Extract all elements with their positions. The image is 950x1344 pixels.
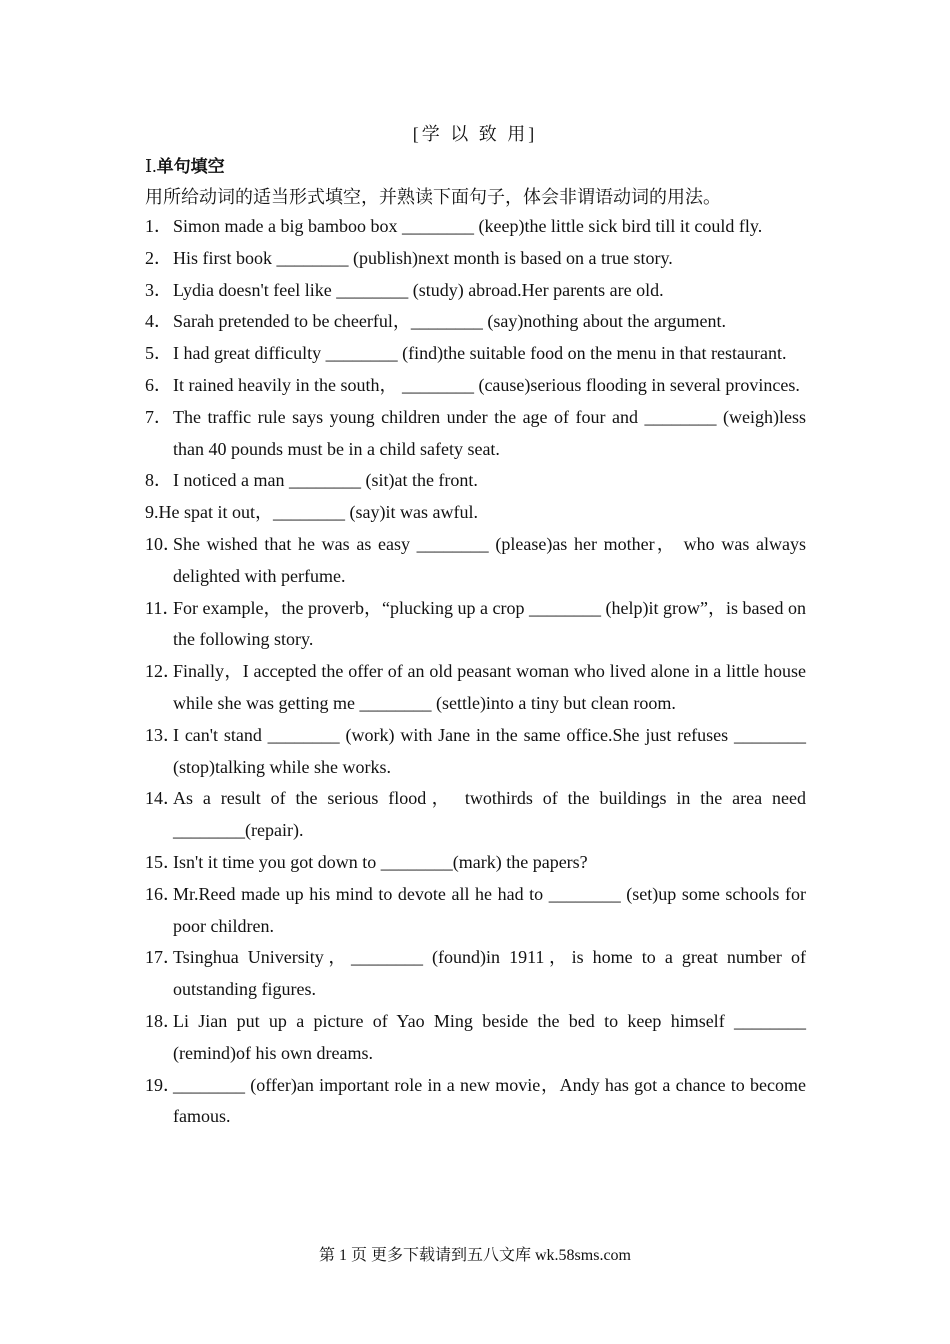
item-number: 18． [145,1010,181,1031]
item-text: For example，the proverb，“plucking up a crop ________ (help)it grow”，is based on the following story. [173,597,806,650]
item-number: 2． [145,247,172,268]
exercise-item [145,529,806,593]
exercise-item [145,370,806,402]
exercise-item [145,656,806,720]
exercise-item [145,497,806,529]
item-text: It rained heavily in the south， ________ (cause)serious flooding in several provinces. [173,374,800,395]
item-text: The traffic rule says young children under the age of four and ________ (weigh)less than 40 pounds must be in a child safety seat. [173,406,806,459]
section-title: 单句填空 [156,157,225,177]
item-number: 4． [145,311,172,332]
exercise-item [145,402,806,466]
item-text: Tsinghua University，________ (found)in 1911，is home to a great number of outstanding figures. [173,947,806,1000]
item-number: 3． [145,279,172,300]
item-number: 13． [145,724,181,745]
item-number: 14． [145,788,181,809]
exercise-item [145,1070,806,1134]
section-heading [145,153,225,180]
item-number: 19． [145,1074,181,1095]
exercise-item [145,1006,806,1070]
item-number: 1． [145,216,172,236]
item-text: Finally，I accepted the offer of an old peasant woman who lived alone in a little house while she was getting me ________ (settle)into a tiny but clean room. [173,661,806,713]
exercise-item [145,275,806,307]
item-text: Isn't it time you got down to ________(mark) the papers? [173,851,588,872]
exercise-item [145,942,806,1006]
section-number: Ⅰ. [145,156,157,176]
exercise-item [145,243,806,275]
item-text: Lydia doesn't feel like ________ (study) abroad.Her parents are old. [173,279,664,300]
exercise-item [145,338,806,370]
item-text: Mr.Reed made up his mind to devote all he had to ________ (set)up some schools for poor children. [173,883,806,936]
item-text: ________ (offer)an important role in a new movie，Andy has got a chance to become famous. [173,1074,806,1127]
exercise-item [145,879,806,943]
section-instruction: 用所给动词的适当形式填空，并熟读下面句子，体会非谓语动词的用法。 [145,187,721,208]
item-number: 10． [145,533,181,554]
page-title: [学 以 致 用] [412,124,538,144]
item-text: I had great difficulty ________ (find)the suitable food on the menu in that restaurant. [173,343,787,364]
exercise-item [145,847,806,879]
exercise-item [145,306,806,338]
exercise-item [145,783,806,847]
item-text: He spat it out，________ (say)it was awful. [158,502,478,523]
item-text: Simon made a big bamboo box ________ (keep)the little sick bird till it could fly. [173,216,763,236]
item-number: 9. [145,502,159,523]
exercise-item [145,211,806,243]
exercise-item [145,720,806,784]
item-number: 7． [145,406,172,427]
item-number: 8． [145,470,172,491]
item-text: Sarah pretended to be cheerful，________ (say)nothing about the argument. [173,311,727,332]
page-footer: 第 1 页 更多下载请到五八文库 wk.58sms.com [318,1247,631,1264]
item-text: I noticed a man ________ (sit)at the front. [173,470,478,491]
item-number: 5． [145,343,172,364]
exercise-item [145,465,806,497]
item-number: 6． [145,374,172,395]
item-number: 16． [145,883,181,904]
item-text: Li Jian put up a picture of Yao Ming beside the bed to keep himself ________ (remind)of his own dreams. [173,1010,806,1063]
exercise-list [145,211,806,1133]
item-number: 17． [145,947,181,968]
item-number: 11． [145,597,181,618]
item-number: 15． [145,851,181,872]
item-text: I can't stand ________ (work) with Jane in the same office.She just refuses ________ (stop)talking while she works. [173,724,806,777]
item-number: 12． [145,661,181,682]
exercise-item [145,593,806,657]
item-text: His first book ________ (publish)next month is based on a true story. [173,247,673,268]
item-text: She wished that he was as easy ________ (please)as her mother， who was always delighted with perfume. [173,533,806,586]
item-text: As a result of the serious flood， twothirds of the buildings in the area need ________(repair). [173,788,806,841]
